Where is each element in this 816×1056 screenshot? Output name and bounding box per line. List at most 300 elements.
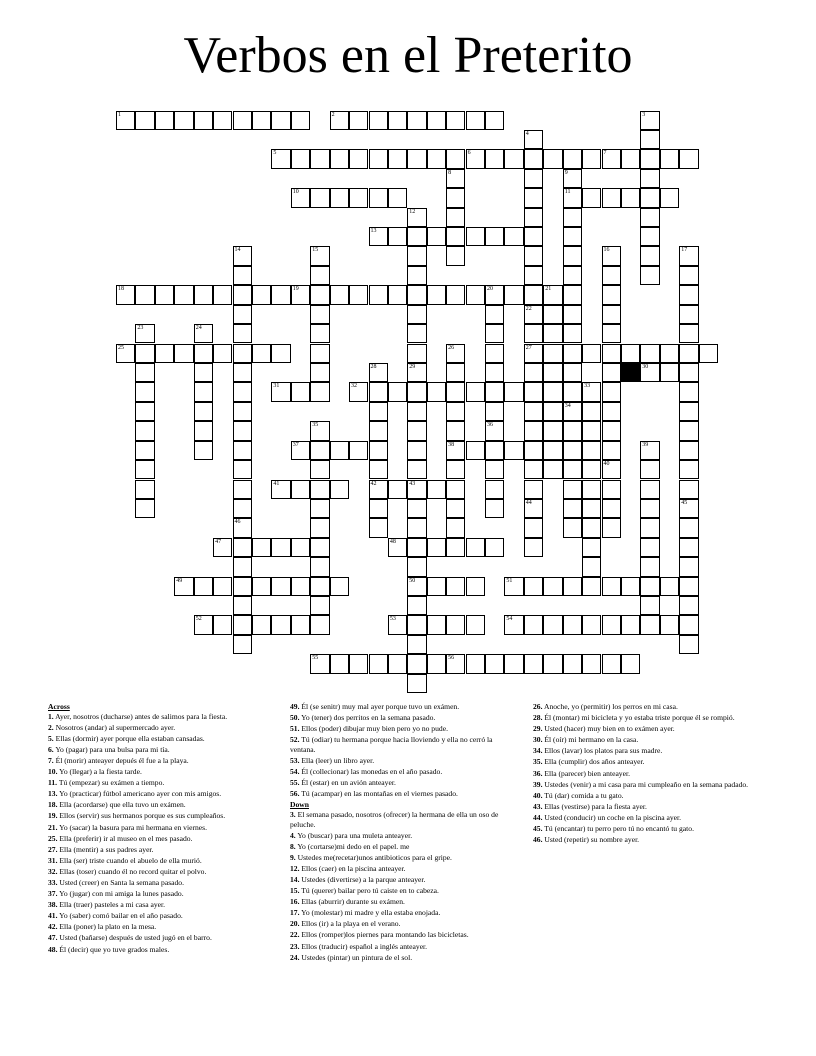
grid-cell[interactable]	[582, 499, 601, 518]
grid-cell[interactable]	[679, 557, 698, 576]
grid-cell[interactable]	[524, 285, 543, 304]
grid-cell[interactable]	[524, 460, 543, 479]
grid-cell[interactable]	[563, 615, 582, 634]
grid-cell[interactable]	[563, 654, 582, 673]
grid-cell[interactable]	[563, 518, 582, 537]
grid-cell[interactable]	[563, 402, 582, 421]
grid-cell[interactable]	[563, 344, 582, 363]
grid-cell[interactable]	[233, 615, 252, 634]
grid-cell[interactable]	[310, 305, 329, 324]
grid-cell[interactable]	[407, 227, 426, 246]
grid-cell[interactable]	[660, 149, 679, 168]
grid-cell[interactable]	[446, 460, 465, 479]
grid-cell[interactable]	[271, 382, 290, 401]
grid-cell[interactable]	[271, 615, 290, 634]
grid-cell[interactable]	[446, 208, 465, 227]
grid-cell[interactable]	[543, 421, 562, 440]
grid-cell[interactable]	[446, 499, 465, 518]
grid-cell[interactable]	[466, 382, 485, 401]
grid-cell[interactable]	[135, 111, 154, 130]
grid-cell[interactable]	[524, 499, 543, 518]
grid-cell[interactable]	[291, 538, 310, 557]
grid-cell[interactable]	[330, 111, 349, 130]
grid-cell[interactable]	[446, 441, 465, 460]
grid-cell[interactable]	[660, 188, 679, 207]
grid-cell[interactable]	[388, 285, 407, 304]
grid-cell[interactable]	[504, 441, 523, 460]
grid-cell[interactable]	[213, 111, 232, 130]
grid-cell[interactable]	[485, 460, 504, 479]
grid-cell[interactable]	[679, 382, 698, 401]
grid-cell[interactable]	[582, 344, 601, 363]
grid-cell[interactable]	[271, 480, 290, 499]
grid-cell[interactable]	[369, 363, 388, 382]
grid-cell[interactable]	[679, 344, 698, 363]
grid-cell[interactable]	[679, 460, 698, 479]
grid-cell[interactable]	[233, 635, 252, 654]
grid-cell[interactable]	[543, 344, 562, 363]
grid-cell[interactable]	[485, 324, 504, 343]
grid-cell[interactable]	[213, 615, 232, 634]
grid-cell[interactable]	[349, 654, 368, 673]
grid-cell[interactable]	[466, 111, 485, 130]
grid-cell[interactable]	[602, 305, 621, 324]
grid-cell[interactable]	[427, 577, 446, 596]
grid-cell[interactable]	[291, 188, 310, 207]
grid-cell[interactable]	[504, 577, 523, 596]
grid-cell[interactable]	[679, 596, 698, 615]
grid-cell[interactable]	[563, 382, 582, 401]
grid-cell[interactable]	[135, 460, 154, 479]
grid-cell[interactable]	[330, 577, 349, 596]
grid-cell[interactable]	[640, 518, 659, 537]
grid-cell[interactable]	[233, 111, 252, 130]
grid-cell[interactable]	[621, 188, 640, 207]
grid-cell[interactable]	[563, 441, 582, 460]
grid-cell[interactable]	[446, 421, 465, 440]
grid-cell[interactable]	[427, 149, 446, 168]
grid-cell[interactable]	[563, 460, 582, 479]
grid-cell[interactable]	[349, 111, 368, 130]
grid-cell[interactable]	[679, 480, 698, 499]
grid-cell[interactable]	[135, 382, 154, 401]
grid-cell[interactable]	[310, 654, 329, 673]
grid-cell[interactable]	[524, 577, 543, 596]
grid-cell[interactable]	[679, 402, 698, 421]
grid-cell[interactable]	[524, 441, 543, 460]
grid-cell[interactable]	[640, 130, 659, 149]
grid-cell[interactable]	[446, 382, 465, 401]
grid-cell[interactable]	[582, 654, 601, 673]
grid-cell[interactable]	[543, 577, 562, 596]
grid-cell[interactable]	[699, 344, 718, 363]
grid-cell[interactable]	[388, 227, 407, 246]
grid-cell[interactable]	[602, 363, 621, 382]
grid-cell[interactable]	[640, 538, 659, 557]
grid-cell[interactable]	[291, 441, 310, 460]
grid-cell[interactable]	[504, 285, 523, 304]
grid-cell[interactable]	[582, 480, 601, 499]
grid-cell[interactable]	[155, 285, 174, 304]
grid-cell[interactable]	[640, 266, 659, 285]
grid-cell[interactable]	[271, 538, 290, 557]
grid-cell[interactable]	[640, 577, 659, 596]
grid-cell[interactable]	[135, 402, 154, 421]
grid-cell[interactable]	[233, 557, 252, 576]
grid-cell[interactable]	[679, 149, 698, 168]
grid-cell[interactable]	[621, 149, 640, 168]
grid-cell[interactable]	[660, 344, 679, 363]
grid-cell[interactable]	[291, 382, 310, 401]
grid-cell[interactable]	[485, 654, 504, 673]
grid-cell[interactable]	[369, 402, 388, 421]
grid-cell[interactable]	[602, 149, 621, 168]
grid-cell[interactable]	[388, 615, 407, 634]
grid-cell[interactable]	[524, 518, 543, 537]
grid-cell[interactable]	[640, 460, 659, 479]
grid-cell[interactable]	[194, 382, 213, 401]
grid-cell[interactable]	[116, 285, 135, 304]
grid-cell[interactable]	[446, 402, 465, 421]
grid-cell[interactable]	[407, 266, 426, 285]
grid-cell[interactable]	[446, 227, 465, 246]
grid-cell[interactable]	[310, 324, 329, 343]
grid-cell[interactable]	[640, 557, 659, 576]
grid-cell[interactable]	[407, 499, 426, 518]
grid-cell[interactable]	[446, 480, 465, 499]
grid-cell[interactable]	[407, 402, 426, 421]
grid-cell[interactable]	[213, 285, 232, 304]
grid-cell[interactable]	[330, 149, 349, 168]
grid-cell[interactable]	[330, 188, 349, 207]
grid-cell[interactable]	[310, 246, 329, 265]
grid-cell[interactable]	[369, 227, 388, 246]
grid-cell[interactable]	[233, 285, 252, 304]
grid-cell[interactable]	[427, 111, 446, 130]
grid-cell[interactable]	[271, 149, 290, 168]
grid-cell[interactable]	[504, 227, 523, 246]
grid-cell[interactable]	[233, 246, 252, 265]
grid-cell[interactable]	[582, 538, 601, 557]
grid-cell[interactable]	[116, 344, 135, 363]
grid-cell[interactable]	[407, 674, 426, 693]
grid-cell[interactable]	[213, 344, 232, 363]
grid-cell[interactable]	[407, 635, 426, 654]
grid-cell[interactable]	[524, 266, 543, 285]
grid-cell[interactable]	[563, 246, 582, 265]
grid-cell[interactable]	[194, 324, 213, 343]
grid-cell[interactable]	[524, 130, 543, 149]
grid-cell[interactable]	[388, 480, 407, 499]
grid-cell[interactable]	[485, 363, 504, 382]
grid-cell[interactable]	[155, 344, 174, 363]
grid-cell[interactable]	[602, 382, 621, 401]
grid-cell[interactable]	[291, 149, 310, 168]
grid-cell[interactable]	[271, 111, 290, 130]
grid-cell[interactable]	[485, 344, 504, 363]
grid-cell[interactable]	[679, 577, 698, 596]
grid-cell[interactable]	[640, 169, 659, 188]
grid-cell[interactable]	[602, 266, 621, 285]
grid-cell[interactable]	[679, 518, 698, 537]
grid-cell[interactable]	[310, 266, 329, 285]
grid-cell[interactable]	[524, 344, 543, 363]
grid-cell[interactable]	[679, 538, 698, 557]
grid-cell[interactable]	[602, 246, 621, 265]
grid-cell[interactable]	[271, 577, 290, 596]
grid-cell[interactable]	[524, 382, 543, 401]
grid-cell[interactable]	[602, 480, 621, 499]
grid-cell[interactable]	[407, 538, 426, 557]
grid-cell[interactable]	[310, 285, 329, 304]
grid-cell[interactable]	[310, 188, 329, 207]
grid-cell[interactable]	[602, 518, 621, 537]
grid-cell[interactable]	[640, 208, 659, 227]
grid-cell[interactable]	[310, 382, 329, 401]
grid-cell[interactable]	[388, 538, 407, 557]
grid-cell[interactable]	[446, 169, 465, 188]
grid-cell[interactable]	[563, 499, 582, 518]
grid-cell[interactable]	[446, 344, 465, 363]
grid-cell[interactable]	[407, 480, 426, 499]
grid-cell[interactable]	[582, 557, 601, 576]
grid-cell[interactable]	[602, 460, 621, 479]
grid-cell[interactable]	[602, 577, 621, 596]
grid-cell[interactable]	[369, 421, 388, 440]
grid-cell[interactable]	[330, 480, 349, 499]
grid-cell[interactable]	[640, 441, 659, 460]
grid-cell[interactable]	[679, 305, 698, 324]
grid-cell[interactable]	[679, 285, 698, 304]
grid-cell[interactable]	[310, 149, 329, 168]
grid-cell[interactable]	[233, 402, 252, 421]
grid-cell[interactable]	[427, 538, 446, 557]
grid-cell[interactable]	[679, 421, 698, 440]
grid-cell[interactable]	[369, 499, 388, 518]
grid-cell[interactable]	[679, 324, 698, 343]
grid-cell[interactable]	[135, 499, 154, 518]
grid-cell[interactable]	[388, 111, 407, 130]
grid-cell[interactable]	[369, 111, 388, 130]
grid-cell[interactable]	[446, 246, 465, 265]
grid-cell[interactable]	[446, 577, 465, 596]
grid-cell[interactable]	[427, 480, 446, 499]
grid-cell[interactable]	[504, 654, 523, 673]
grid-cell[interactable]	[233, 441, 252, 460]
grid-cell[interactable]	[310, 596, 329, 615]
grid-cell[interactable]	[194, 615, 213, 634]
grid-cell[interactable]	[194, 285, 213, 304]
grid-cell[interactable]	[407, 518, 426, 537]
grid-cell[interactable]	[466, 538, 485, 557]
grid-cell[interactable]	[135, 480, 154, 499]
grid-cell[interactable]	[349, 441, 368, 460]
grid-cell[interactable]	[291, 577, 310, 596]
grid-cell[interactable]	[524, 402, 543, 421]
grid-cell[interactable]	[602, 421, 621, 440]
grid-cell[interactable]	[388, 188, 407, 207]
grid-cell[interactable]	[427, 654, 446, 673]
grid-cell[interactable]	[504, 149, 523, 168]
grid-cell[interactable]	[679, 246, 698, 265]
grid-cell[interactable]	[582, 441, 601, 460]
grid-cell[interactable]	[679, 499, 698, 518]
grid-cell[interactable]	[271, 285, 290, 304]
grid-cell[interactable]	[233, 266, 252, 285]
grid-cell[interactable]	[602, 615, 621, 634]
grid-cell[interactable]	[446, 363, 465, 382]
grid-cell[interactable]	[349, 188, 368, 207]
grid-cell[interactable]	[640, 344, 659, 363]
grid-cell[interactable]	[563, 480, 582, 499]
grid-cell[interactable]	[407, 557, 426, 576]
grid-cell[interactable]	[679, 635, 698, 654]
grid-cell[interactable]	[602, 188, 621, 207]
grid-cell[interactable]	[310, 480, 329, 499]
grid-cell[interactable]	[660, 615, 679, 634]
grid-cell[interactable]	[388, 654, 407, 673]
grid-cell[interactable]	[640, 246, 659, 265]
grid-cell[interactable]	[194, 441, 213, 460]
grid-cell[interactable]	[563, 324, 582, 343]
grid-cell[interactable]	[407, 654, 426, 673]
grid-cell[interactable]	[252, 615, 271, 634]
grid-cell[interactable]	[310, 460, 329, 479]
grid-cell[interactable]	[330, 654, 349, 673]
grid-cell[interactable]	[407, 285, 426, 304]
grid-cell[interactable]	[155, 111, 174, 130]
grid-cell[interactable]	[524, 363, 543, 382]
grid-cell[interactable]	[621, 615, 640, 634]
grid-cell[interactable]	[602, 499, 621, 518]
grid-cell[interactable]	[407, 111, 426, 130]
grid-cell[interactable]	[660, 363, 679, 382]
grid-cell[interactable]	[563, 305, 582, 324]
grid-cell[interactable]	[330, 285, 349, 304]
grid-cell[interactable]	[349, 149, 368, 168]
grid-cell[interactable]	[640, 596, 659, 615]
grid-cell[interactable]	[446, 538, 465, 557]
grid-cell[interactable]	[252, 344, 271, 363]
grid-cell[interactable]	[310, 499, 329, 518]
grid-cell[interactable]	[602, 441, 621, 460]
grid-cell[interactable]	[446, 285, 465, 304]
grid-cell[interactable]	[621, 344, 640, 363]
grid-cell[interactable]	[427, 227, 446, 246]
grid-cell[interactable]	[524, 227, 543, 246]
grid-cell[interactable]	[582, 188, 601, 207]
grid-cell[interactable]	[543, 615, 562, 634]
grid-cell[interactable]	[233, 499, 252, 518]
grid-cell[interactable]	[407, 305, 426, 324]
grid-cell[interactable]	[640, 149, 659, 168]
grid-cell[interactable]	[485, 402, 504, 421]
grid-cell[interactable]	[194, 577, 213, 596]
grid-cell[interactable]	[252, 111, 271, 130]
grid-cell[interactable]	[524, 246, 543, 265]
grid-cell[interactable]	[485, 499, 504, 518]
grid-cell[interactable]	[407, 208, 426, 227]
grid-cell[interactable]	[466, 577, 485, 596]
grid-cell[interactable]	[369, 382, 388, 401]
grid-cell[interactable]	[602, 402, 621, 421]
grid-cell[interactable]	[543, 305, 562, 324]
grid-cell[interactable]	[466, 654, 485, 673]
grid-cell[interactable]	[504, 382, 523, 401]
grid-cell[interactable]	[563, 363, 582, 382]
grid-cell[interactable]	[407, 363, 426, 382]
grid-cell[interactable]	[466, 285, 485, 304]
grid-cell[interactable]	[291, 480, 310, 499]
grid-cell[interactable]	[233, 421, 252, 440]
grid-cell[interactable]	[466, 149, 485, 168]
grid-cell[interactable]	[446, 111, 465, 130]
grid-cell[interactable]	[233, 538, 252, 557]
grid-cell[interactable]	[602, 654, 621, 673]
grid-cell[interactable]	[602, 344, 621, 363]
grid-cell[interactable]	[640, 499, 659, 518]
grid-cell[interactable]	[485, 382, 504, 401]
grid-cell[interactable]	[233, 460, 252, 479]
grid-cell[interactable]	[369, 460, 388, 479]
grid-cell[interactable]	[135, 324, 154, 343]
grid-cell[interactable]	[135, 285, 154, 304]
grid-cell[interactable]	[563, 149, 582, 168]
grid-cell[interactable]	[543, 402, 562, 421]
grid-cell[interactable]	[524, 188, 543, 207]
grid-cell[interactable]	[194, 363, 213, 382]
grid-cell[interactable]	[446, 654, 465, 673]
grid-cell[interactable]	[291, 111, 310, 130]
grid-cell[interactable]	[310, 363, 329, 382]
grid-cell[interactable]	[194, 111, 213, 130]
grid-cell[interactable]	[504, 615, 523, 634]
grid-cell[interactable]	[310, 518, 329, 537]
grid-cell[interactable]	[233, 480, 252, 499]
grid-cell[interactable]	[174, 111, 193, 130]
grid-cell[interactable]	[524, 538, 543, 557]
grid-cell[interactable]	[252, 285, 271, 304]
grid-cell[interactable]	[485, 285, 504, 304]
grid-cell[interactable]	[582, 460, 601, 479]
grid-cell[interactable]	[602, 285, 621, 304]
grid-cell[interactable]	[524, 208, 543, 227]
grid-cell[interactable]	[369, 441, 388, 460]
grid-cell[interactable]	[407, 460, 426, 479]
grid-cell[interactable]	[640, 188, 659, 207]
grid-cell[interactable]	[563, 577, 582, 596]
grid-cell[interactable]	[543, 324, 562, 343]
grid-cell[interactable]	[640, 111, 659, 130]
grid-cell[interactable]	[330, 441, 349, 460]
grid-cell[interactable]	[446, 615, 465, 634]
grid-cell[interactable]	[252, 538, 271, 557]
grid-cell[interactable]	[660, 577, 679, 596]
grid-cell[interactable]	[233, 363, 252, 382]
grid-cell[interactable]	[621, 654, 640, 673]
grid-cell[interactable]	[388, 382, 407, 401]
grid-cell[interactable]	[233, 344, 252, 363]
grid-cell[interactable]	[233, 577, 252, 596]
grid-cell[interactable]	[524, 654, 543, 673]
grid-cell[interactable]	[310, 557, 329, 576]
grid-cell[interactable]	[213, 538, 232, 557]
grid-cell[interactable]	[524, 149, 543, 168]
grid-cell[interactable]	[233, 305, 252, 324]
grid-cell[interactable]	[233, 596, 252, 615]
grid-cell[interactable]	[524, 615, 543, 634]
grid-cell[interactable]	[369, 654, 388, 673]
